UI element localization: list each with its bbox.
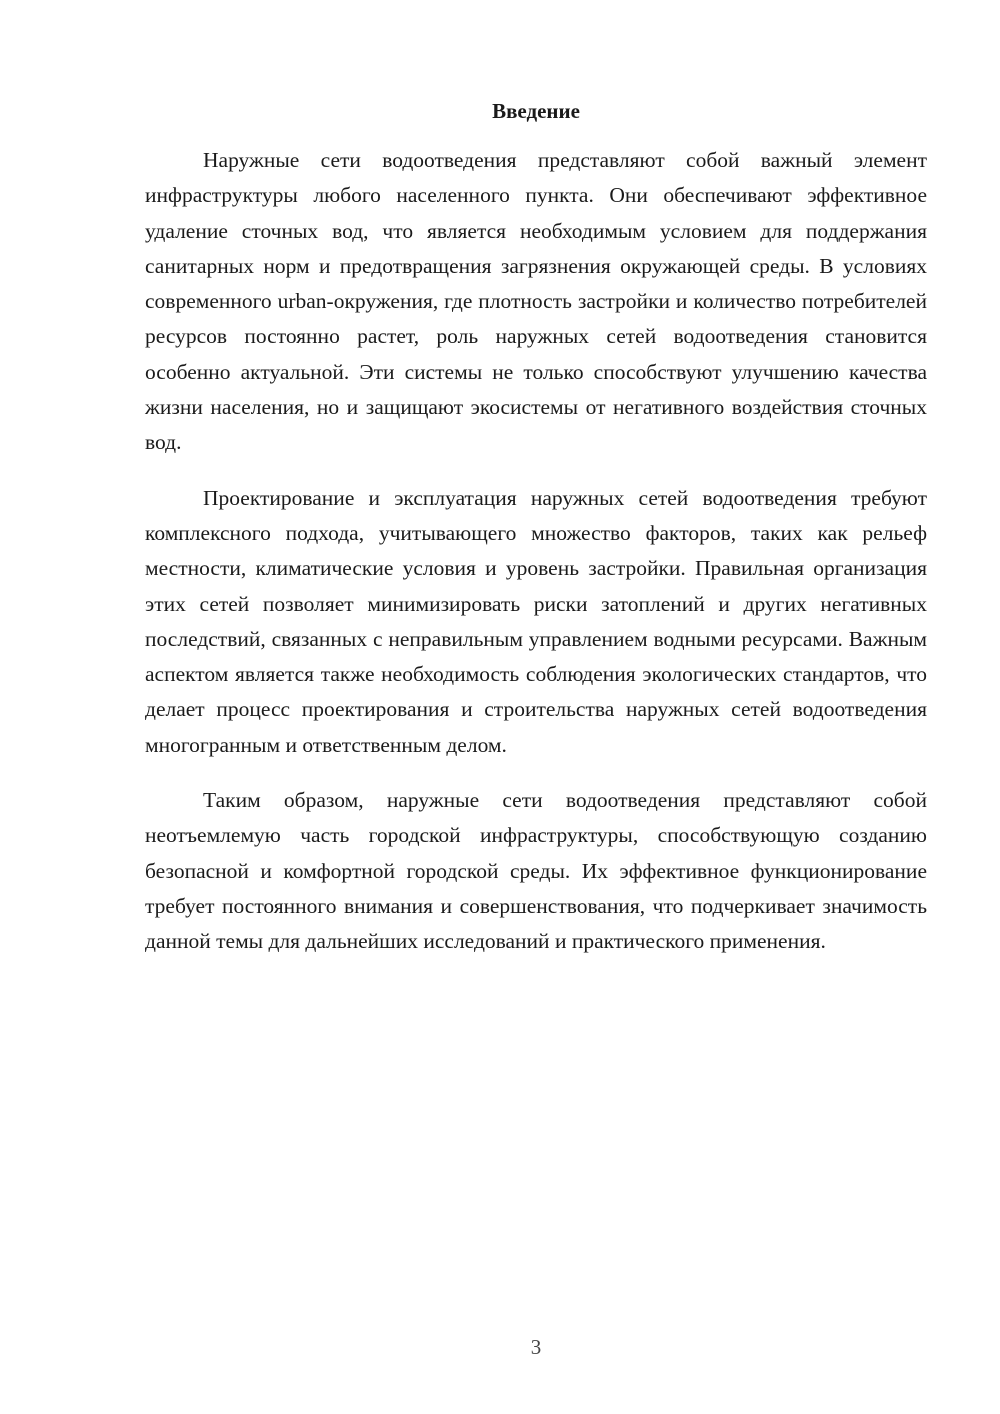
paragraph-1: Наружные сети водоотведения представляют собой важный элемент инфраструктуры любого населенного пункта. Они обеспечивают эффективное удаление сточных вод, что является необходимым условием для поддержания санитарных норм и предотвращения загрязнения окружающей среды. В условиях современного urban-окружения, где плотность застройки и количество потребителей ресурсов постоянно растет, роль наружных сетей водоотведения становится особенно актуальной. Эти системы не только способствуют улучшению качества жизни населения, но и защищают экосистемы от негативного воздействия сточных вод. (145, 148, 927, 455)
page-number: 3 (530, 1335, 542, 1359)
paragraph-2: Проектирование и эксплуатация наружных сетей водоотведения требуют комплексного подхода, учитывающего множество факторов, таких как рельеф местности, климатические условия и уровень застройки. Правильная организация этих сетей позволяет минимизировать риски затоплений и других негативных последствий, связанных с неправильным управлением водными ресурсами. Важным аспектом является также необходимость соблюдения экологических стандартов, что делает процесс проектирования и строительства наружных сетей водоотведения многогранным и ответственным делом. (145, 485, 927, 757)
body-text (145, 143, 927, 980)
section-heading: Введение (492, 99, 580, 123)
paragraph-3: Таким образом, наружные сети водоотведения представляют собой неотъемлемую часть городской инфраструктуры, способствующую созданию безопасной и комфортной городской среды. Их эффективное функционирование требует постоянного внимания и совершенствования, что подчеркивает значимость данной темы для дальнейших исследований и практического применения. (145, 788, 927, 954)
